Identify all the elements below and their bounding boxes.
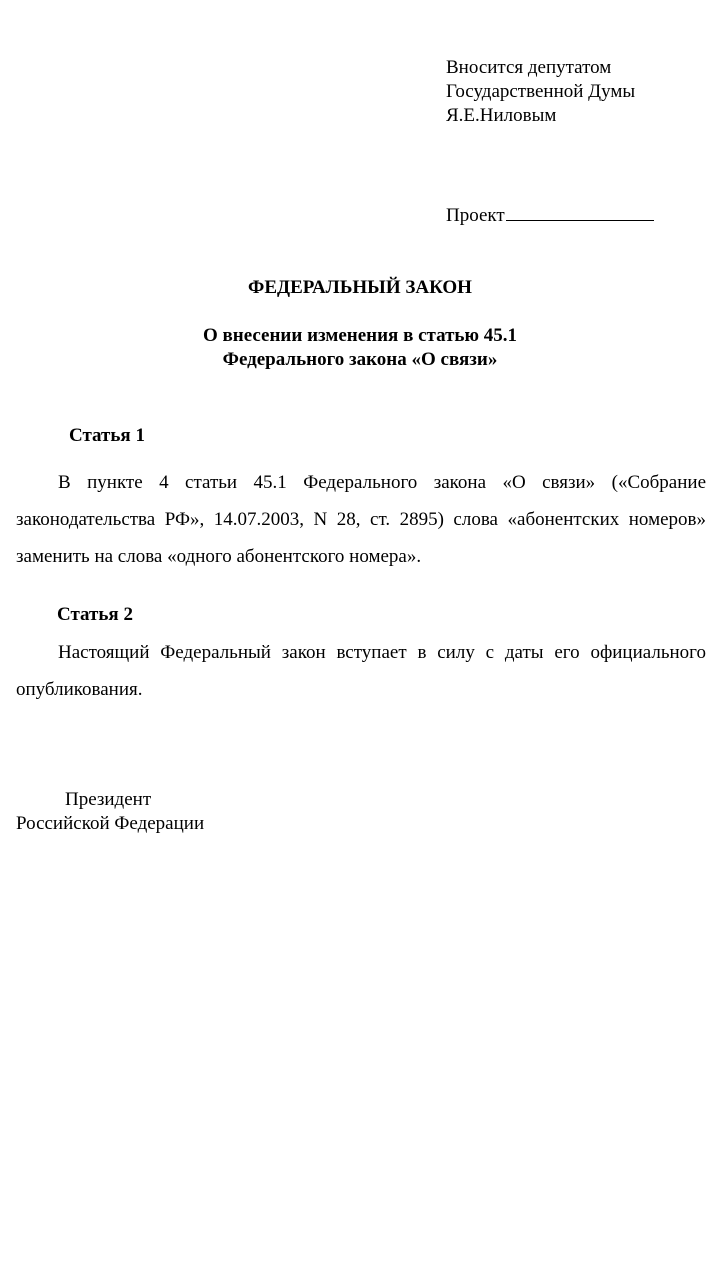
project-label: Проект xyxy=(446,205,505,226)
article-2-text: Настоящий Федеральный закон вступает в силу с даты его официального опубликования. xyxy=(16,642,706,700)
law-subtitle xyxy=(0,324,720,372)
submitter-block xyxy=(446,56,635,128)
article-1-text: В пункте 4 статьи 45.1 Федерального закона «О связи» («Собрание законодательства РФ», 14.07.2003, N 28, ст. 2895) слова «абонентских номеров» заменить на слова «одного абонентского номера». xyxy=(16,472,706,567)
signature-title: Президент xyxy=(65,789,152,810)
submitter-line-3: Я.Е.Ниловым xyxy=(446,105,557,126)
law-subtitle-line-1: О внесении изменения в статью 45.1 xyxy=(202,325,517,346)
article-1-heading: Статья 1 xyxy=(69,425,145,446)
article-2-heading: Статья 2 xyxy=(57,604,133,625)
project-line xyxy=(446,202,654,228)
law-title: ФЕДЕРАЛЬНЫЙ ЗАКОН xyxy=(248,277,472,298)
project-number-blank xyxy=(506,202,654,221)
law-subtitle-line-2: Федерального закона «О связи» xyxy=(222,349,498,370)
signature-block xyxy=(16,788,204,836)
signature-country: Российской Федерации xyxy=(16,813,205,834)
submitter-line-2: Государственной Думы xyxy=(446,81,636,102)
submitter-line-1: Вносится депутатом xyxy=(446,57,612,78)
